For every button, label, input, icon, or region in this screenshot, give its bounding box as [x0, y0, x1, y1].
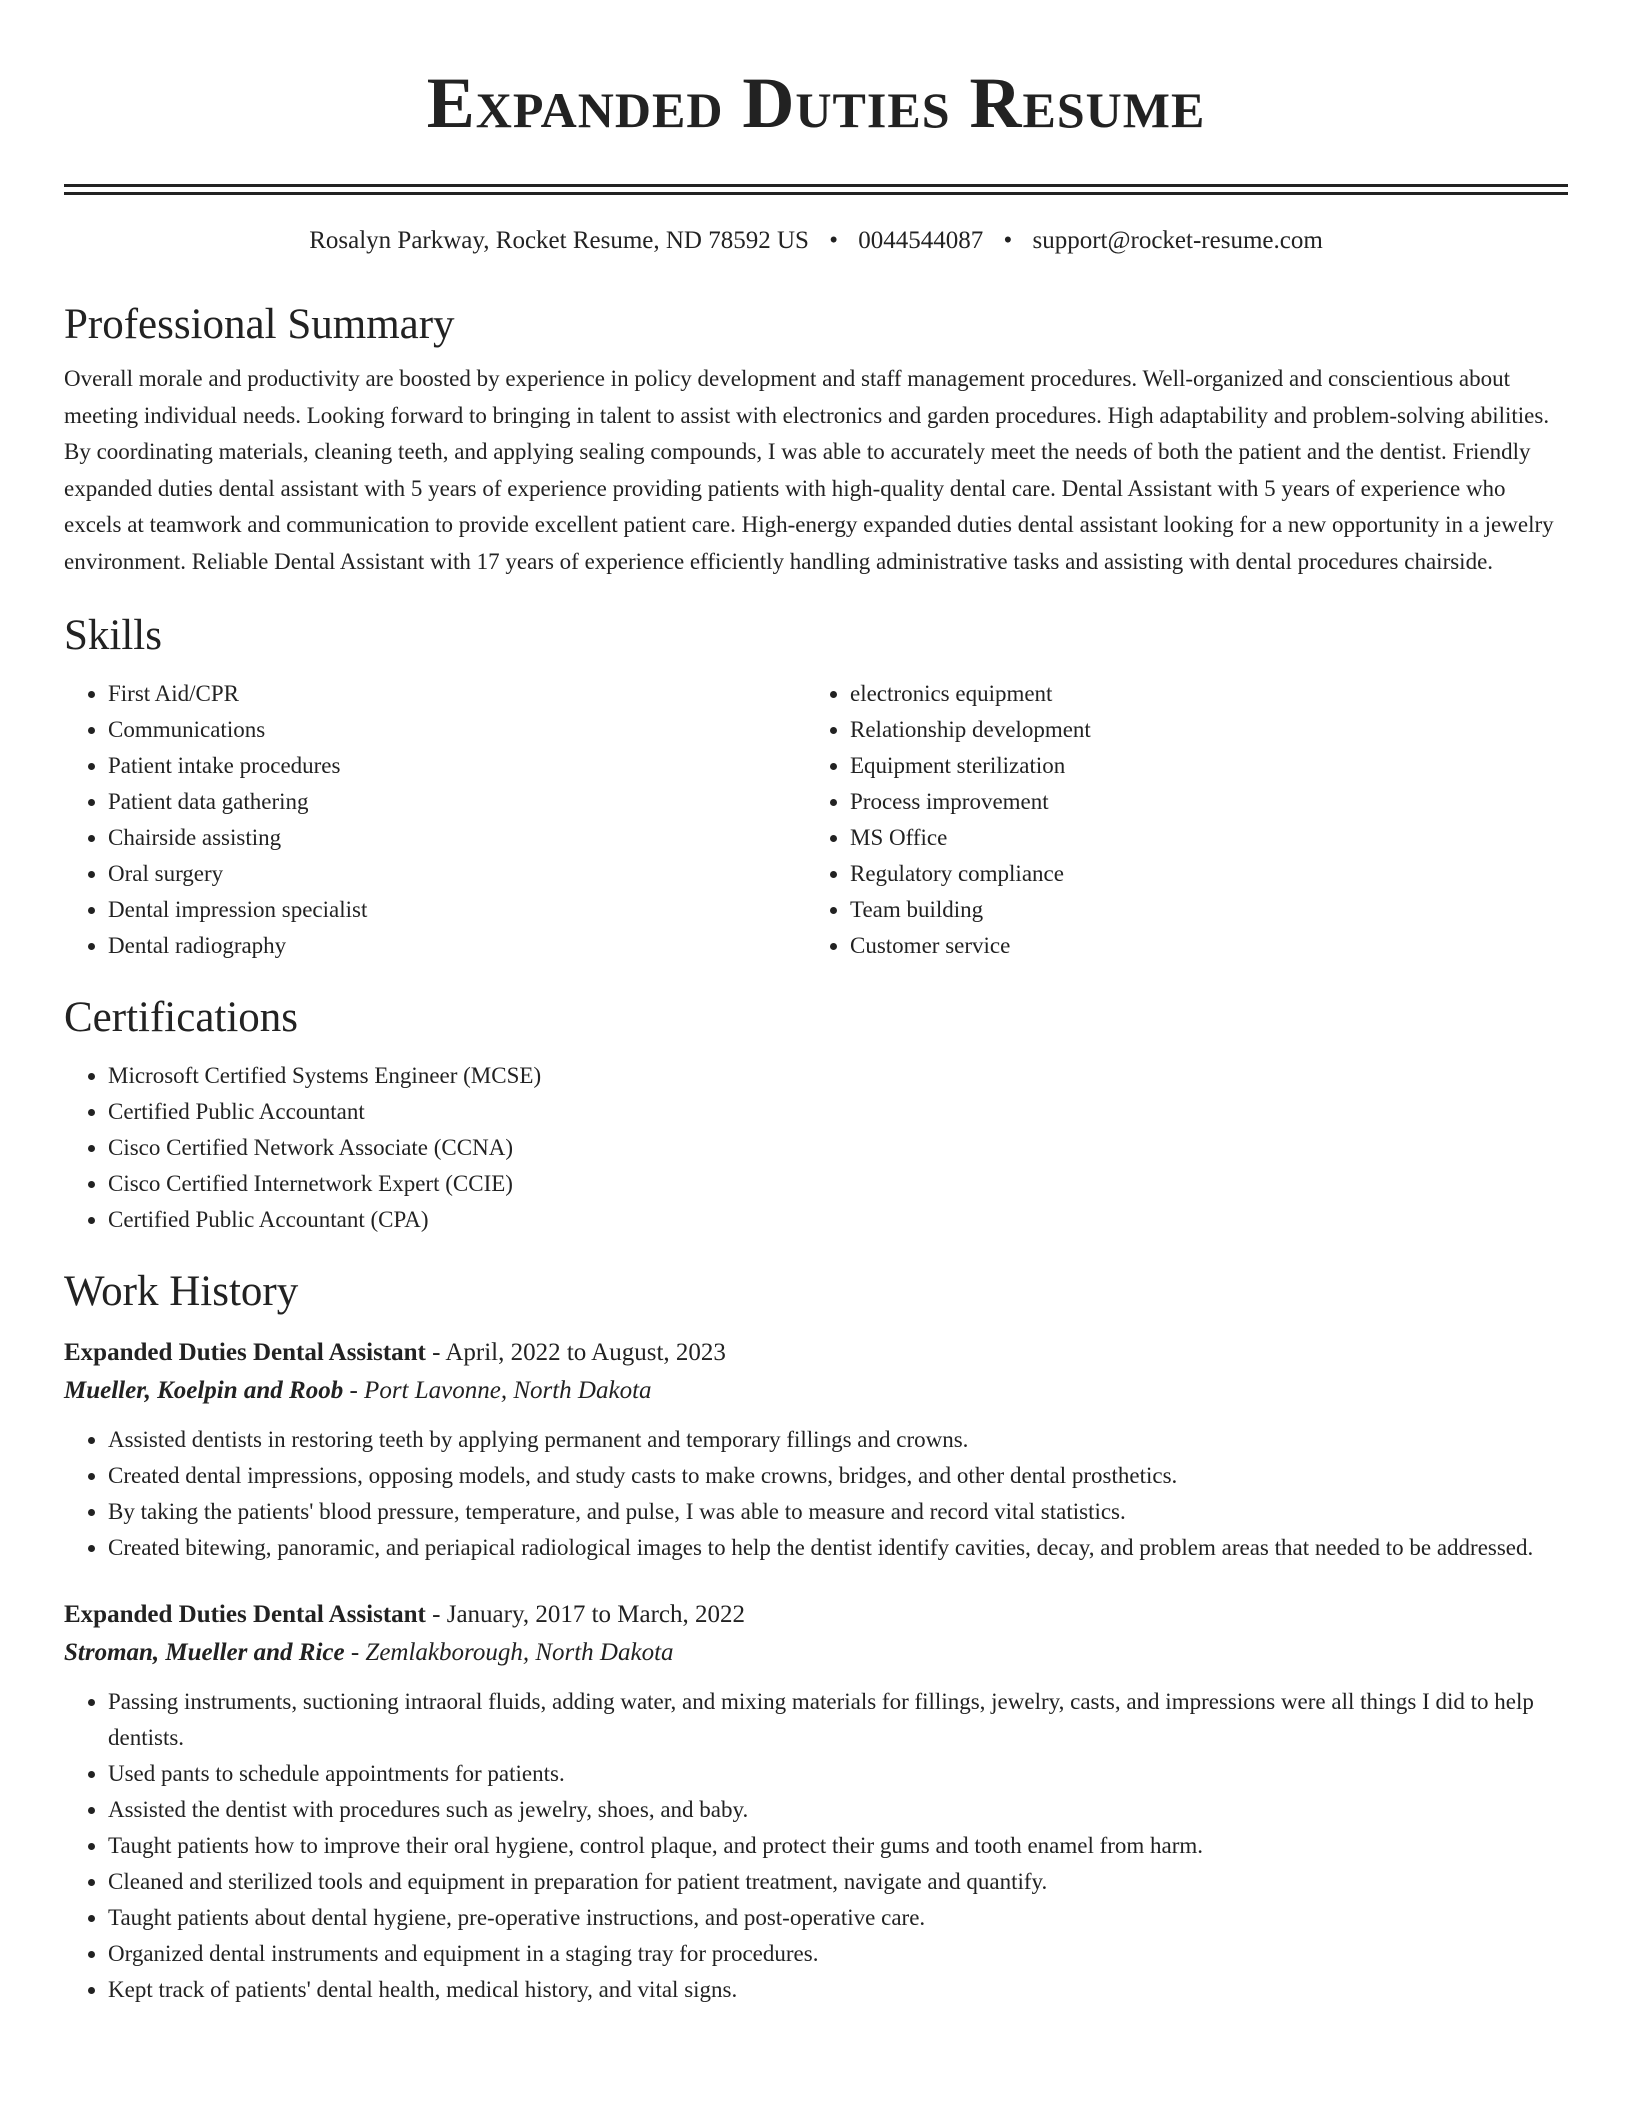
summary-text: Overall morale and productivity are boosted by experience in policy development and staff management procedures. Well-organized and conscientious about meeting individual needs. Looking forward to bringing in talent to assist with electronics and garden procedures. High adaptability and problem-solving abilities. By coordinating materials, cleaning teeth, and applying sealing compounds, I was able to accurately meet the needs of both the patient and the dentist. Friendly expanded duties dental assistant with 5 years of experience providing patients with high-quality dental care. Dental Assistant with 5 years of experience who excels at teamwork and communication to provide excellent patient care. High-energy expanded duties dental assistant looking for a new opportunity in a jewelry environment. Reliable Dental Assistant with 17 years of experience efficiently handling administrative tasks and assisting with dental procedures chairside.: [64, 366, 1554, 574]
job-dates: - April, 2022 to August, 2023: [432, 1339, 726, 1366]
skills-heading: Skills: [64, 612, 162, 659]
skill-item: • Dental impression specialist: [108, 892, 806, 928]
contact-separator: •: [829, 227, 838, 254]
skill-item: • Equipment sterilization: [850, 748, 1548, 784]
certification-item: • Certified Public Accountant: [108, 1094, 1568, 1130]
skills-column-right: [806, 676, 1548, 964]
contact-address: Rosalyn Parkway, Rocket Resume, ND 78592 US: [309, 227, 809, 254]
skill-item: • electronics equipment: [850, 676, 1548, 712]
skill-item: • First Aid/CPR: [108, 676, 806, 712]
job-company: Mueller, Koelpin and Roob: [64, 1377, 344, 1404]
skill-item: • Regulatory compliance: [850, 856, 1548, 892]
skill-item: • Team building: [850, 892, 1548, 928]
skill-item: • Relationship development: [850, 712, 1548, 748]
contact-phone: 0044544087: [858, 227, 984, 254]
skill-item: • Dental radiography: [108, 928, 806, 964]
job-company-line: [64, 1372, 1568, 1410]
job-duty-item: • Created bitewing, panoramic, and periapical radiological images to help the dentist identify cavities, decay, and problem areas that needed to be addressed.: [108, 1530, 1568, 1566]
skills-list-left: [64, 676, 806, 964]
job-entry: [64, 1334, 1568, 1566]
job-duty-item: • Taught patients about dental hygiene, pre-operative instructions, and post-operative care.: [108, 1900, 1568, 1936]
skill-item: • Customer service: [850, 928, 1548, 964]
skill-item: • Process improvement: [850, 784, 1548, 820]
job-title-line: [64, 1596, 1568, 1634]
job-entry: [64, 1596, 1568, 2008]
skill-item: • Oral surgery: [108, 856, 806, 892]
skill-item: • Chairside assisting: [108, 820, 806, 856]
certification-item: • Certified Public Accountant (CPA): [108, 1202, 1568, 1238]
job-location: - Zemlakborough, North Dakota: [350, 1639, 674, 1666]
job-duty-item: • Kept track of patients' dental health, medical history, and vital signs.: [108, 1972, 1568, 2008]
job-title: Expanded Duties Dental Assistant: [64, 1601, 426, 1628]
job-duty-item: • Used pants to schedule appointments for patients.: [108, 1756, 1568, 1792]
skill-item: • Patient intake procedures: [108, 748, 806, 784]
certifications-list: [64, 1058, 1568, 1238]
job-duties-list: [64, 1422, 1568, 1566]
contact-line: [64, 225, 1568, 257]
skill-item: • MS Office: [850, 820, 1548, 856]
job-duty-item: • Passing instruments, suctioning intraoral fluids, adding water, and mixing materials for fillings, jewelry, casts, and impressions were all things I did to help dentists.: [108, 1684, 1568, 1756]
job-company-line: [64, 1634, 1568, 1672]
job-duty-item: • By taking the patients' blood pressure, temperature, and pulse, I was able to measure and record vital statistics.: [108, 1494, 1568, 1530]
job-duty-item: • Created dental impressions, opposing models, and study casts to make crowns, bridges, and other dental prosthetics.: [108, 1458, 1568, 1494]
job-duty-item: • Assisted dentists in restoring teeth by applying permanent and temporary fillings and crowns.: [108, 1422, 1568, 1458]
job-duty-item: • Assisted the dentist with procedures such as jewelry, shoes, and baby.: [108, 1792, 1568, 1828]
skill-item: • Communications: [108, 712, 806, 748]
skills-list-right: [806, 676, 1548, 964]
job-dates: - January, 2017 to March, 2022: [432, 1601, 746, 1628]
job-location: - Port Lavonne, North Dakota: [349, 1377, 652, 1404]
skills-grid: [64, 676, 1568, 964]
contact-separator: •: [1003, 227, 1013, 254]
resume-title: Expanded Duties Resume: [426, 63, 1206, 143]
summary-heading: Professional Summary: [64, 301, 455, 348]
skill-item: • Patient data gathering: [108, 784, 806, 820]
work-history-heading: Work History: [64, 1268, 299, 1315]
job-duty-item: • Taught patients how to improve their oral hygiene, control plaque, and protect their gums and tooth enamel from harm.: [108, 1828, 1568, 1864]
job-title: Expanded Duties Dental Assistant: [64, 1339, 426, 1366]
job-duties-list: [64, 1684, 1568, 2008]
title-double-rule: [64, 184, 1568, 195]
job-company: Stroman, Mueller and Rice: [64, 1639, 345, 1666]
job-duty-item: • Cleaned and sterilized tools and equipment in preparation for patient treatment, navigate and quantify.: [108, 1864, 1568, 1900]
certifications-heading: Certifications: [64, 994, 299, 1041]
certification-item: • Cisco Certified Internetwork Expert (CCIE): [108, 1166, 1568, 1202]
skills-column-left: [64, 676, 806, 964]
job-title-line: [64, 1334, 1568, 1372]
contact-email: support@rocket-resume.com: [1032, 227, 1323, 254]
certification-item: • Cisco Certified Network Associate (CCNA): [108, 1130, 1568, 1166]
certification-item: • Microsoft Certified Systems Engineer (MCSE): [108, 1058, 1568, 1094]
job-duty-item: • Organized dental instruments and equipment in a staging tray for procedures.: [108, 1936, 1568, 1972]
